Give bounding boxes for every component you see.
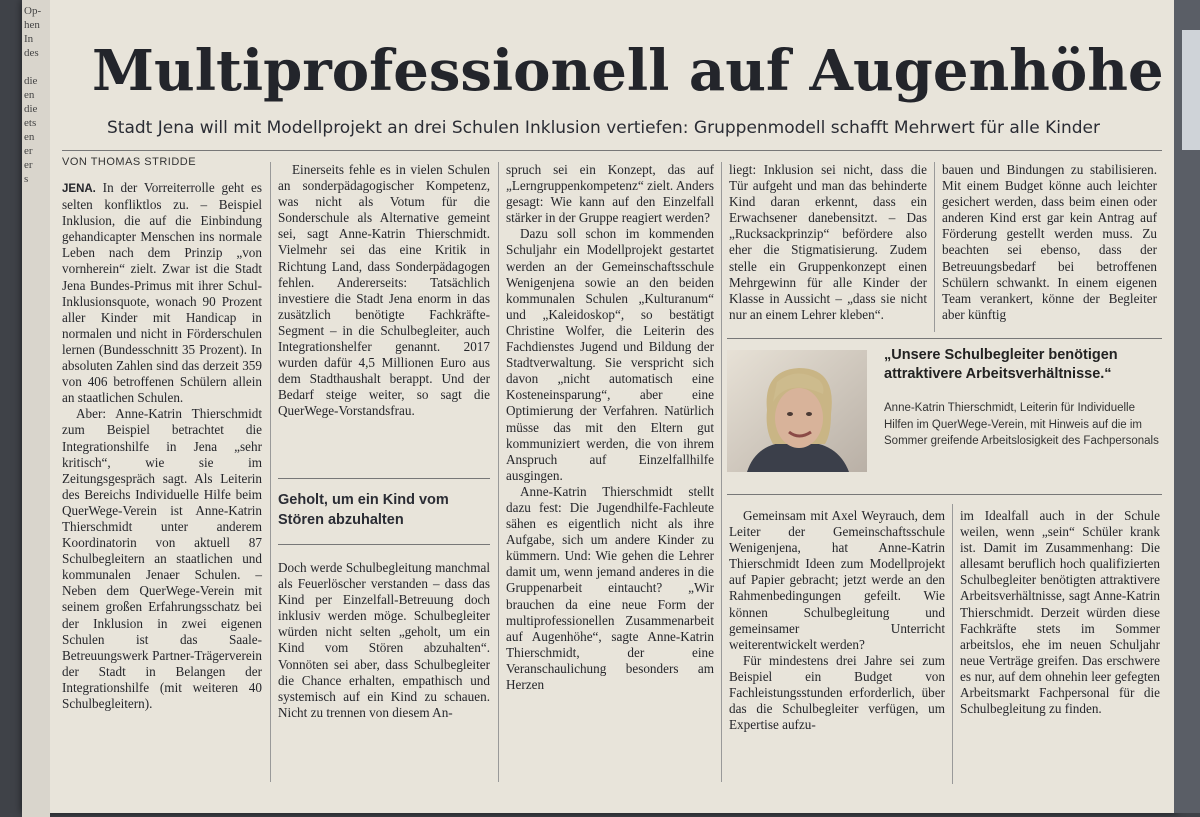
dateline: JENA. — [62, 183, 96, 195]
margin-fragment: die — [24, 75, 38, 87]
column-4-top — [729, 162, 927, 323]
column-4-bottom — [729, 508, 945, 733]
portrait-image — [727, 350, 867, 472]
margin-fragment: In — [24, 33, 34, 45]
margin-fragment: Op- — [24, 5, 42, 17]
margin-fragment: er — [24, 145, 33, 157]
margin-fragment: er — [24, 159, 33, 171]
col2-paragraph-1: Einerseits fehle es in vielen Schulen an sonderpädagogischer Kompetenz, was nicht als Votum für die Sonderschule als Alternative gemeint sei, sagt Anne-Katrin Thierschmidt. Vielmehr sei das eine Kritik in Richtung Land, dass Sonderpädagogen fehlen. Andererseits: Tatsächlich investiere die Stadt Jena enorm in das zusätzlich benötigte Fachkräfte-Segment – in die Schulbegleiter, auch Integrationshelfer genannt. 2017 wurden dafür 4,5 Millionen Euro aus dem Stadthaushalt berappt. Und der Bedarf steige weiter, so sagt die QuerWege-Vorstandsfrau. — [278, 162, 490, 419]
adjacent-column-fragment — [22, 0, 50, 817]
col3-paragraph-3: Anne-Katrin Thierschmidt stellt dazu fest: Die Jugendhilfe-Fachleute sähen es eigentlich nicht als ihre Aufgabe, sich um andere Kinder zu kümmern. Und: Wie gehen die Lehrer damit um, wenn jemand anderes in die Gruppenarbeit eintaucht? „Wir brauchen da eine neue Form der multiprofessionellen Zusammenarbeit auf Augenhöhe“, sagte Anne-Katrin Thierschmidt, der eine Veranschaulichung besonders am Herzen — [506, 483, 714, 692]
section-heading: Geholt, um ein Kind vom Stören abzuhalten — [278, 492, 449, 528]
col3-paragraph-1: spruch sei ein Konzept, das auf „Lerngruppenkompetenz“ zielt. Anders gesagt: Wie kann auf den Einzelfall stärker in der Gruppe reagiert werden? — [506, 162, 714, 226]
col5-paragraph-1: bauen und Bindungen zu stabilisieren. Mit einem Budget könne auch leichter gesichert werden, dass beim einen oder anderen Kind erst gar kein Antrag auf Förderung gestellt werden muss. Zu beachten sei ebenso, dass der Betreuungsbedarf bei betroffenen Schülern schwankt. In einem eigenen Team verankert, könne der Begleiter aber künftig — [942, 162, 1157, 322]
margin-fragment: en — [24, 89, 35, 101]
margin-fragment — [22, 60, 50, 74]
newspaper-page — [22, 0, 1177, 813]
col4-paragraph-1: liegt: Inklusion sei nicht, dass die Tür aufgeht und man das behinderte Kind daran erkennt, dass ein Erwachsener danebensitzt. – Das „Rucksackprinzip“ befördere also eher die Stigmatisierung. Zudem stelle ein Gruppenkonzept einen Mehrgewinn für alle Kinder der Klasse in Aussicht – „dass sie nicht nur an einem Lehrer kleben“. — [729, 162, 927, 322]
portrait-photo — [727, 350, 867, 472]
column-divider — [498, 162, 499, 782]
column-divider — [952, 504, 953, 784]
col4-paragraph-3: Für mindestens drei Jahre sei zum Beispiel ein Budget von Fachleistungsstunden erforderlich, über das die Schulbegleiter verfügen, um Expertise aufzu- — [729, 652, 945, 733]
top-rule — [62, 150, 1162, 151]
adjacent-paper — [1182, 30, 1200, 150]
pull-quote: „Unsere Schulbegleiter benötigen attraktivere Arbeitsverhältnisse.“ — [884, 347, 1118, 382]
photo-box-rule-bottom — [727, 494, 1162, 495]
column-divider — [270, 162, 271, 782]
col1-paragraph-1: In der Vorreiterrolle geht es selten konfliktlos zu. – Beispiel Inklusion, die auf die Einbindung gehandicapter Menschen ins normale Leben nach dem Prinzip „von vornherein“ zielt. Zwar ist die Stadt Jena Bundes-Primus mit ihrer Schul-Inklusionsquote, wonach 90 Prozent aller Kinder mit Handicap in normalen und nicht in Förderschulen lernen (Bundesschnitt 35 Prozent). In absoluten Zahlen sind das derzeit 359 von 406 betroffenen Schülern allein an staatlichen Schulen. — [62, 180, 262, 406]
col5-paragraph-2: im Idealfall auch in der Schule weilen, wenn „sein“ Schüler krank ist. Damit im Zusammenhang: Die allesamt beruflich hoch qualifizierten Schulbegleiter benötigten attraktivere Arbeitsverhältnisse, sagt Anne-Katrin Thierschmidt. Derzeit würden diese Fachkräfte stets im Sommer arbeitslos, ehe im neuen Schuljahr neue Verträge greifen. Das erschwere es nur, auf dem ohnehin leer gefegten Arbeitsmarkt Fachpersonal für die Schulbegleitung zu finden. — [960, 508, 1160, 717]
col3-paragraph-2: Dazu soll schon im kommenden Schuljahr ein Modellprojekt gestartet werden an der Gemeinschaftsschule Wenigenjena sowie an den beiden kommunalen Schulen „Kulturanum“ und „Kaleidoskop“, so bestätigt Christine Wolfer, die Leiterin des Fachdienstes Jugend und Bildung der Stadtverwaltung. Sie verspricht sich davon „nicht automatisch eine Kosteneinsparung“, aber eine Optimierung der Verfahren. Natürlich müsse das mit den Eltern gut kommuniziert werden, die von ihrem Anspruch auf Einzelfallhilfe ausgingen. — [506, 226, 714, 483]
col4-paragraph-2: Gemeinsam mit Axel Weyrauch, dem Leiter der Gemeinschaftsschule Wenigenjena, hat Anne-Katrin Thierschmidt Ideen zum Modellprojekt auf Papier gebracht; jetzt werde an den Rahmenbedingungen gefeilt. Wie können Schulbegleitung und gemeinsamer Unterricht weiterentwickelt werden? — [729, 508, 945, 652]
margin-fragment: hen — [24, 19, 40, 31]
byline: VON THOMAS STRIDDE — [62, 156, 197, 168]
margin-fragment: des — [24, 47, 39, 59]
column-2 — [278, 162, 490, 420]
column-divider — [934, 162, 935, 332]
column-2-continued — [278, 560, 490, 721]
subheadline: Stadt Jena will mit Modellprojekt an drei Schulen Inklusion vertiefen: Gruppenmodell schafft Mehrwert für alle Kinder — [107, 118, 1100, 138]
section-rule-top — [278, 478, 490, 479]
margin-fragment: die — [24, 103, 38, 115]
photo-box-rule-top — [727, 338, 1162, 339]
margin-fragment: s — [24, 173, 29, 185]
section-rule-bottom — [278, 544, 490, 545]
column-5-top — [942, 162, 1157, 323]
column-3 — [506, 162, 714, 693]
headline: Multiprofessionell auf Augenhöhe — [92, 38, 1164, 104]
margin-fragment: en — [24, 131, 35, 143]
photo-caption: Anne-Katrin Thierschmidt, Leiterin für Individuelle Hilfen im QuerWege-Verein, mit Hinweis auf die im Sommer greifende Arbeitslosigkeit des Fachpersonals — [884, 402, 1159, 447]
col1-paragraph-2: Aber: Anne-Katrin Thierschmidt zum Beispiel betrachtet die Integrationshilfe in Jena „sehr kritisch“, wie sie im Zeitungsgespräch sagt. Als Leiterin des Bereichs Individuelle Hilfe beim QuerWege-Verein ist Anne-Katrin Thierschmidt unter anderem Koordinatorin von aktuell 87 Schulbegleitern an staatlichen und kommunalen Jenaer Schulen. – Neben dem QuerWege-Verein mit seinem großen Erfahrungsschatz bei der Inklusion in zwei eigenen Schulen ist das Saale-Betreuungswerk Partner-Trägerverein der Stadt in Belangen der Integrationshilfe (mit weiteren 40 Schulbegleitern). — [62, 406, 262, 711]
margin-fragment: ets — [24, 117, 37, 129]
column-1 — [62, 180, 262, 712]
column-5-bottom — [960, 508, 1160, 717]
background-edge — [1174, 0, 1200, 813]
col2-paragraph-2: Doch werde Schulbegleitung manchmal als Feuerlöscher verstanden – dass das Kind per Einzelfall-Betreuung doch inklusiv werden möge. Schulbegleiter würden nicht selten „geholt, um ein Kind vom Stören abzuhalten“. Vonnöten sei aber, dass Schulbegleiter die Chance erhalten, empathisch und systemisch auf ein Kind zu schauen. Nicht zu trennen von diesem An- — [278, 560, 490, 720]
column-divider — [721, 162, 722, 782]
